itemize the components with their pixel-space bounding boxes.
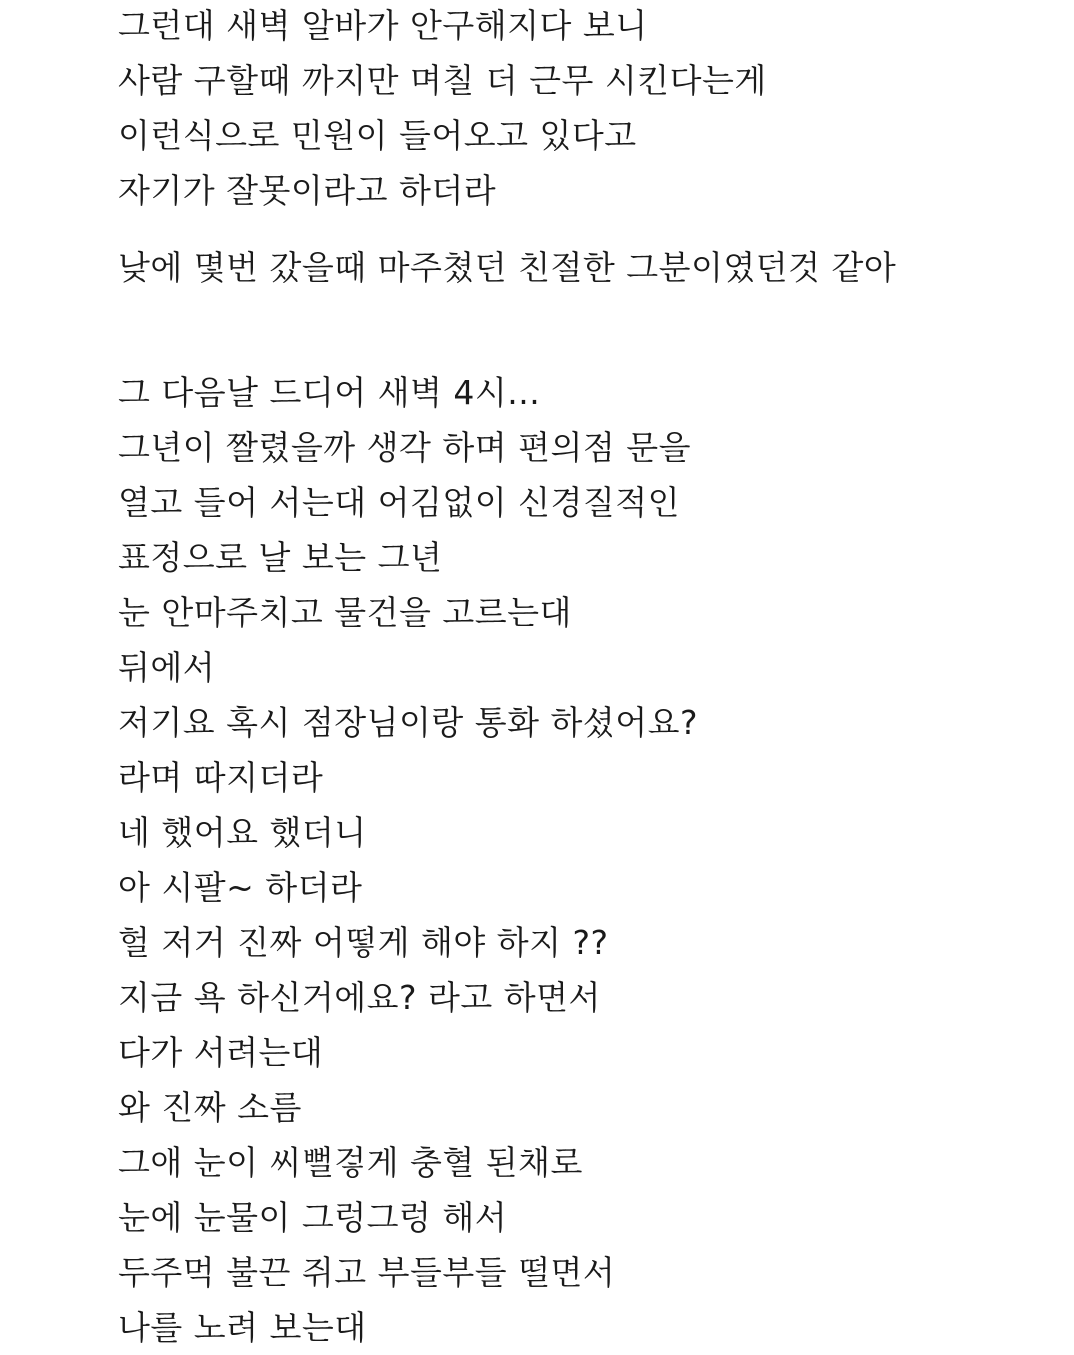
text-line: 헐 저거 진짜 어떻게 해야 하지 ?? xyxy=(118,923,609,962)
text-line: 열고 들어 서는대 어김없이 신경질적인 xyxy=(118,483,681,522)
text-line: 자기가 잘못이라고 하더라 xyxy=(118,171,497,210)
text-line: 뒤에서 xyxy=(118,648,216,687)
text-line: 두주먹 불끈 쥐고 부들부들 떨면서 xyxy=(118,1253,616,1292)
text-line: 라며 따지더라 xyxy=(118,758,324,797)
text-line: 네 했어요 했더니 xyxy=(118,813,367,852)
text-line: 그애 눈이 씨뻘겋게 충혈 된채로 xyxy=(118,1143,583,1182)
text-line: 낮에 몇번 갔을때 마주쳤던 친절한 그분이였던것 같아 xyxy=(118,248,897,287)
text-line: 다가 서려는대 xyxy=(118,1033,324,1072)
text-line: 눈에 눈물이 그렁그렁 해서 xyxy=(118,1198,508,1237)
text-line: 저기요 혹시 점장님이랑 통화 하셨어요? xyxy=(118,703,699,742)
text-line: 표정으로 날 보는 그년 xyxy=(118,538,443,577)
text-line: 이런식으로 민원이 들어오고 있다고 xyxy=(118,116,637,155)
paragraph-spacer xyxy=(118,295,1018,365)
text-line: 그년이 짤렸을까 생각 하며 편의점 문을 xyxy=(118,428,691,467)
text-line: 아 시팔~ 하더라 xyxy=(118,868,363,907)
paragraph-1 xyxy=(118,0,1018,218)
paragraph-2 xyxy=(118,240,1018,295)
text-line: 나를 노려 보는대 xyxy=(118,1308,367,1347)
text-line: 그런대 새벽 알바가 안구해지다 보니 xyxy=(118,6,648,45)
text-line: 눈 안마주치고 물건을 고르는대 xyxy=(118,593,572,632)
paragraph-spacer xyxy=(118,218,1018,240)
post-body xyxy=(118,0,1018,1355)
text-line: 지금 욕 하신거에요? 라고 하면서 xyxy=(118,978,601,1017)
text-line: 사람 구할때 까지만 며칠 더 근무 시킨다는게 xyxy=(118,61,767,100)
text-line: 그 다음날 드디어 새벽 4시... xyxy=(118,373,541,412)
text-line: 와 진짜 소름 xyxy=(118,1088,302,1127)
paragraph-3 xyxy=(118,365,1018,1355)
